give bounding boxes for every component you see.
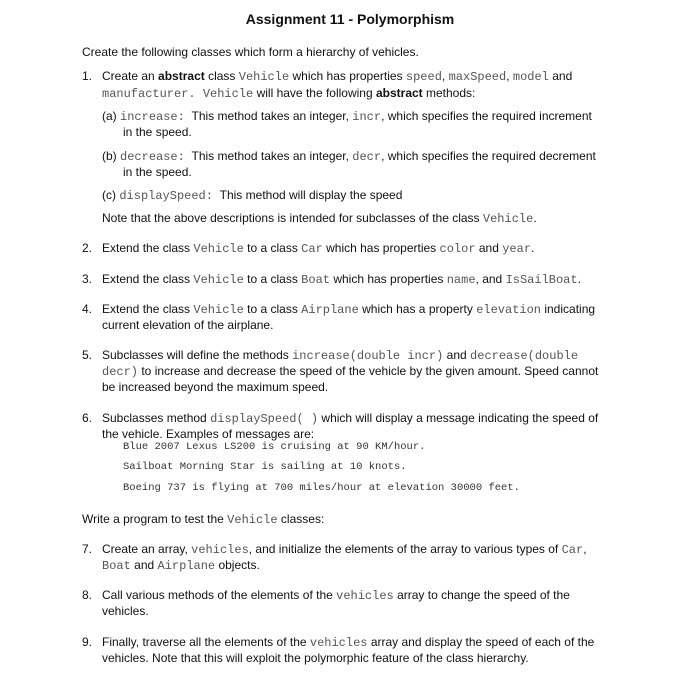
item-1-line-1: Create an abstract class Vehicle which has properties speed, maxSpeed, model and	[102, 69, 573, 84]
item-7-line-2: Boat and Airplane objects.	[102, 558, 260, 573]
note-text: Note that the above descriptions is intended for subclasses of the class Vehicle.	[102, 211, 537, 226]
item-number: 9.	[82, 635, 93, 649]
sub-item-c: (c) displaySpeed: This method will display the speed	[102, 188, 403, 203]
write-program-text: Write a program to test the Vehicle classes:	[82, 512, 325, 527]
item-8-line-1: Call various methods of the elements of the vehicles array to change the speed of the	[102, 588, 570, 603]
item-number: 3.	[82, 272, 93, 286]
example-message: Boeing 737 is flying at 700 miles/hour at elevation 30000 feet.	[123, 482, 520, 494]
item-1-line-2: manufacturer. Vehicle will have the following abstract methods:	[102, 86, 476, 101]
example-message: Blue 2007 Lexus LS200 is cruising at 90 KM/hour.	[123, 441, 426, 453]
item-5-line-3: be increased beyond the maximum speed.	[102, 380, 329, 394]
item-6-line-2: the vehicle. Examples of messages are:	[102, 427, 315, 441]
sub-item-a-cont: in the speed.	[123, 125, 192, 139]
item-number: 8.	[82, 588, 93, 602]
sub-item-b: (b) decrease: This method takes an integer, decr, which specifies the required decrement	[102, 149, 596, 164]
item-number: 1.	[82, 69, 93, 83]
item-number: 7.	[82, 542, 93, 556]
item-number: 4.	[82, 302, 93, 316]
item-number: 6.	[82, 411, 93, 425]
sub-item-b-cont: in the speed.	[123, 165, 192, 179]
item-4-line-2: current elevation of the airplane.	[102, 318, 274, 332]
intro-text: Create the following classes which form a hierarchy of vehicles.	[82, 45, 419, 59]
example-message: Sailboat Morning Star is sailing at 10 knots.	[123, 461, 407, 473]
item-9-line-1: Finally, traverse all the elements of the vehicles array and display the speed of each of the	[102, 635, 595, 650]
item-6-line-1: Subclasses method displaySpeed( ) which will display a message indicating the speed of	[102, 411, 599, 426]
document-title: Assignment 11 - Polymorphism	[245, 11, 455, 27]
item-3-line-1: Extend the class Vehicle to a class Boat which has properties name, and IsSailBoat.	[102, 272, 581, 287]
item-5-line-1: Subclasses will define the methods increase(double incr) and decrease(double	[102, 348, 579, 363]
item-9-line-2: vehicles. Note that this will exploit the polymorphic feature of the class hierarchy.	[102, 651, 529, 665]
item-5-line-2: decr) to increase and decrease the speed of the vehicle by the given amount. Speed cannot	[102, 364, 599, 379]
item-2-line-1: Extend the class Vehicle to a class Car which has properties color and year.	[102, 241, 535, 256]
item-number: 5.	[82, 348, 93, 362]
item-8-line-2: vehicles.	[102, 604, 149, 618]
item-number: 2.	[82, 241, 93, 255]
item-7-line-1: Create an array, vehicles, and initialize the elements of the array to various types of Car,	[102, 542, 587, 557]
sub-item-a: (a) increase: This method takes an integer, incr, which specifies the required increment	[102, 109, 592, 124]
item-4-line-1: Extend the class Vehicle to a class Airplane which has a property elevation indicating	[102, 302, 596, 317]
